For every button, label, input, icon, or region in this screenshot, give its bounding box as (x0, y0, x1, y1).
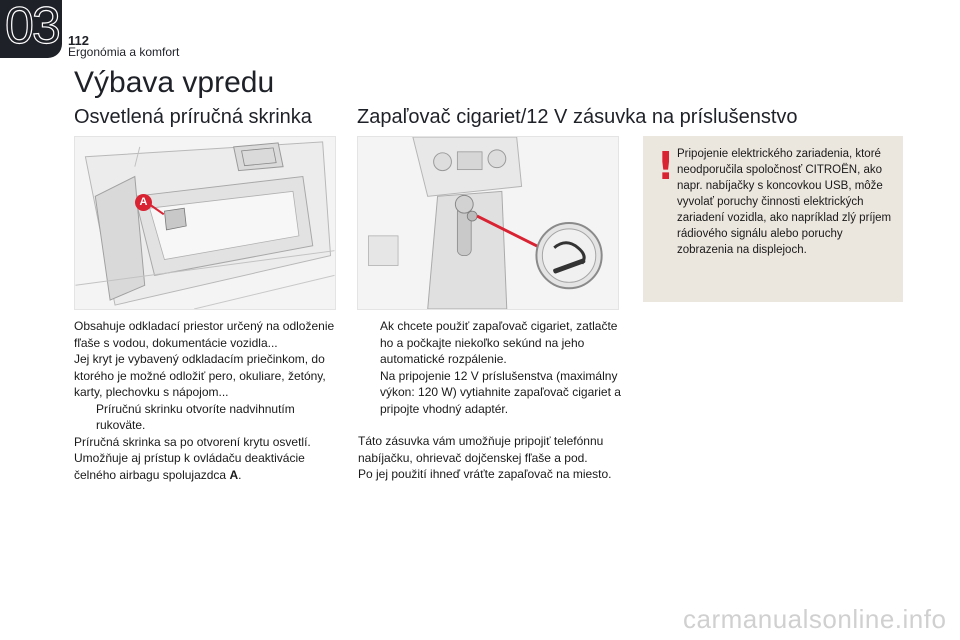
warning-exclamation-icon: ! (657, 144, 675, 188)
glovebox-text (74, 318, 344, 483)
lighter-illustration (357, 136, 619, 310)
glovebox-bullet-text: Príručnú skrinku otvoríte nadvihnutím rukoväte. (96, 401, 295, 432)
lighter-drawing (358, 137, 618, 309)
page-title: Výbava vpredu (74, 66, 275, 99)
lighter-bullet-1 (358, 318, 624, 368)
bullet-icon (358, 368, 380, 418)
glovebox-paragraph-4-end: . (238, 467, 242, 482)
chapter-number: 03 (5, 0, 59, 55)
glovebox-drawing (75, 137, 335, 309)
section-title-cigarette-lighter: Zapaľovač cigariet/12 V zásuvka na príslušenstvo (357, 106, 798, 128)
lighter-bullet-2-text: Na pripojenie 12 V príslušenstva (maximálny výkon: 120 W) vytiahnite zapaľovač cigariet a pripojte vhodný adaptér. (380, 368, 621, 416)
lighter-bullet-2 (358, 368, 624, 418)
bullet-icon (74, 401, 96, 434)
glovebox-illustration (74, 136, 336, 310)
lighter-paragraph-2: Po jej použití ihneď vráťte zapaľovač na miesto. (358, 467, 612, 481)
glovebox-paragraph-2: Jej kryt je vybavený odkladacím priečinkom, do ktorého je možné odložiť pero, okuliare, žetóny, karty, plechovku s nápojom... (74, 352, 326, 399)
chapter-name: Ergonómia a komfort (68, 45, 180, 59)
warning-text: Pripojenie elektrického zariadenia, ktoré neodporučila spoločnosť CITROËN, ako napr. nabíjačky s koncovkou USB, môže vyvolať poruchy činnosti elektrických zariadení vozidla, ako napríklad zlý príjem rádiového signálu alebo poruchy zobrazenia na displejoch. (677, 148, 892, 256)
glovebox-airbag-label: A (229, 467, 239, 482)
glovebox-bullet (74, 401, 344, 434)
page-number: 112 (68, 33, 89, 48)
lighter-bullet-1-text: Ak chcete použiť zapaľovač cigariet, zatlačte ho a počkajte niekoľko sekúnd na jeho automatické rozpálenie. (380, 319, 618, 366)
section-title-glovebox: Osvetlená príručná skrinka (74, 106, 312, 128)
lighter-paragraph-1: Táto zásuvka vám umožňuje pripojiť telefónnu nabíjačku, ohrievač dojčenskej fľaše a pod. (358, 434, 604, 465)
watermark: carmanualsonline.info (683, 604, 947, 634)
glovebox-paragraph-3: Príručná skrinka sa po otvorení krytu osvetlí. (74, 434, 311, 449)
callout-marker-a: A (135, 194, 152, 211)
airbag-switch (164, 208, 186, 230)
lighter-text (358, 318, 624, 483)
glovebox-paragraph-4 (74, 450, 344, 483)
glovebox-paragraph-4-text: Umožňuje aj prístup k ovládaču deaktivácie čelného airbagu spolujazdca (74, 451, 305, 482)
warning-box (643, 136, 903, 302)
spacer (358, 417, 624, 433)
glovebox-paragraph-1: Obsahuje odkladací priestor určený na odloženie fľaše s vodou, dokumentácie vozidla... (74, 319, 335, 350)
bullet-icon (358, 318, 380, 368)
